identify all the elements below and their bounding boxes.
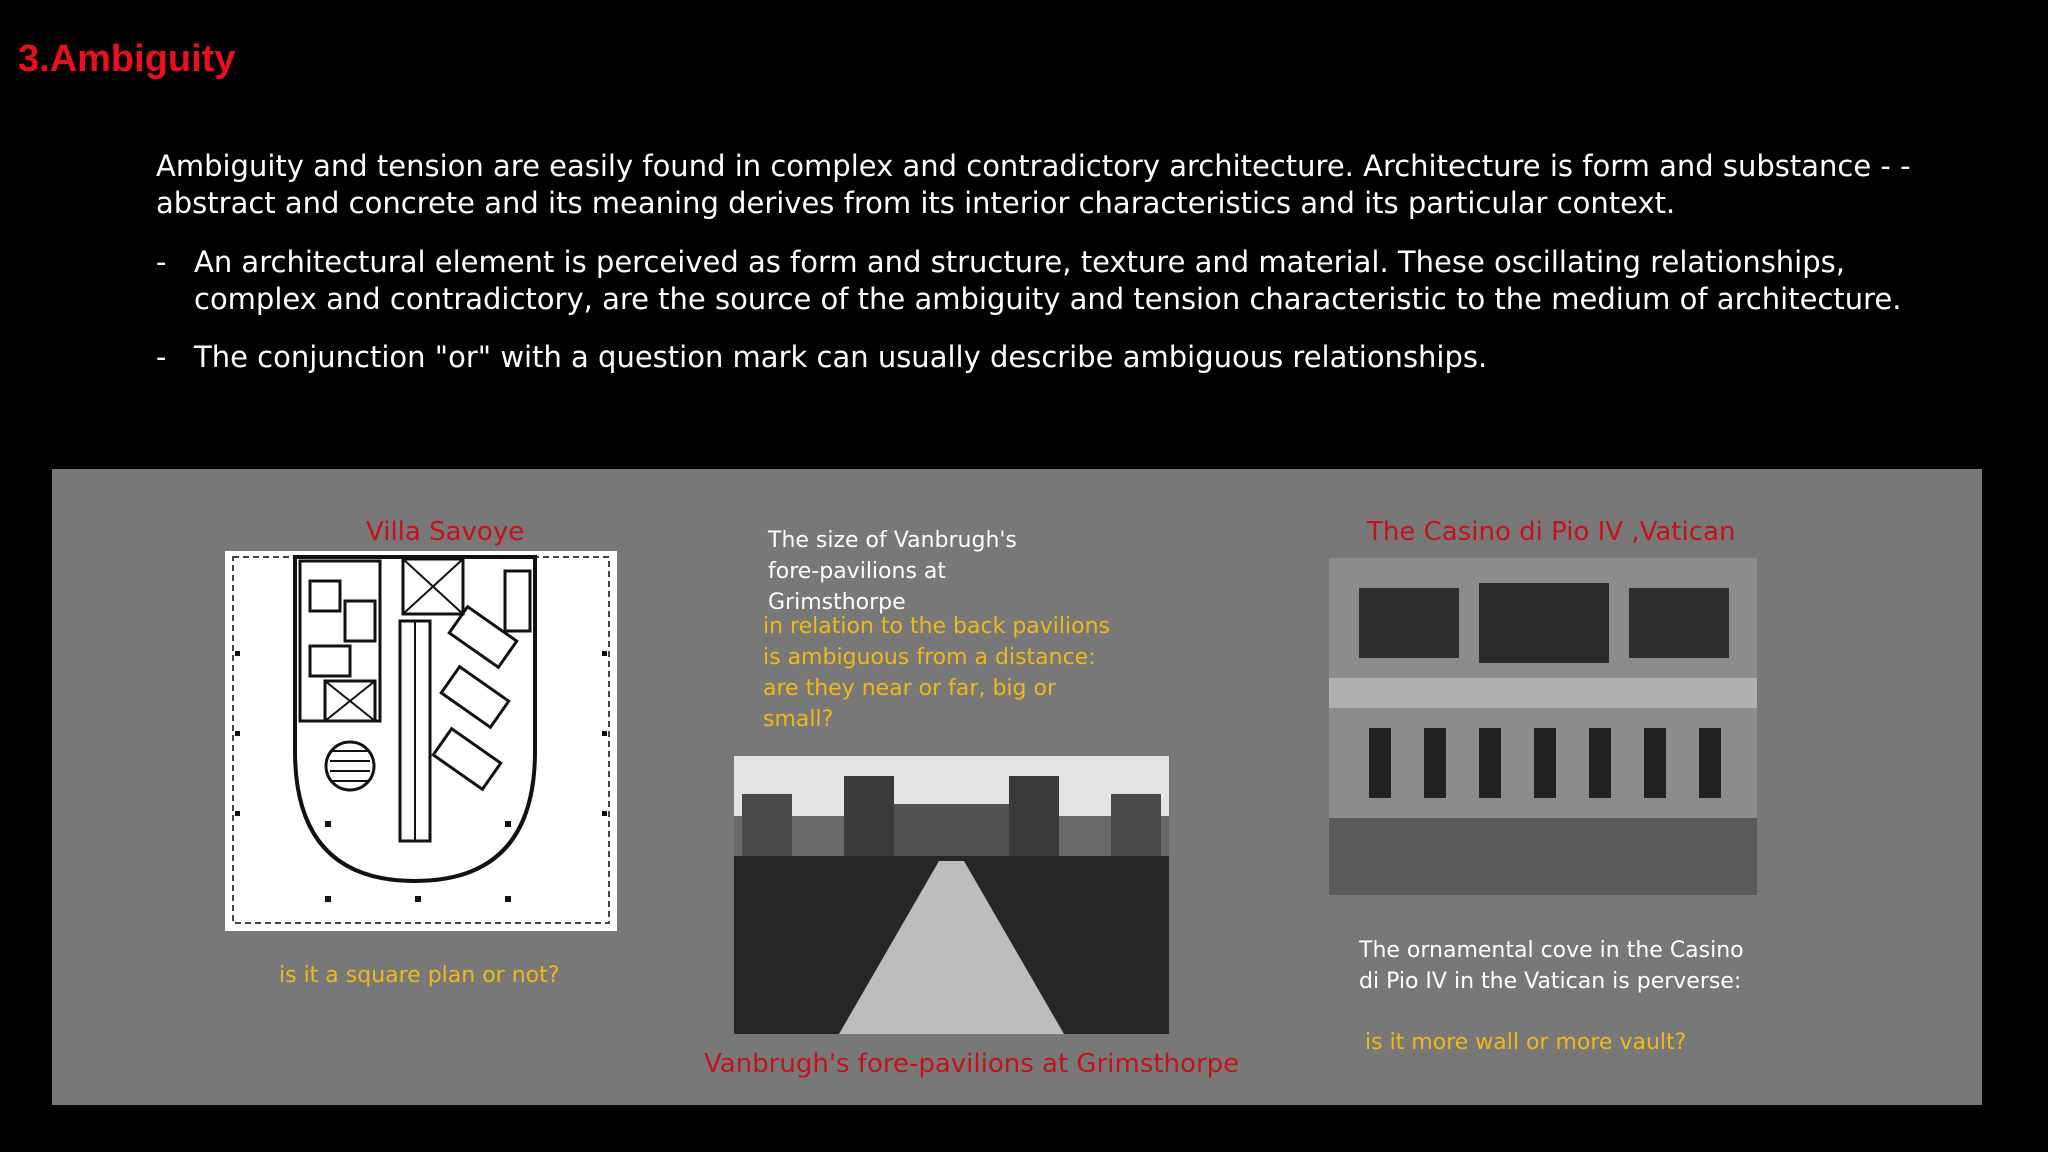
- casino-ceiling-photo: [1329, 558, 1757, 895]
- bullet-item: [156, 244, 1956, 318]
- grimsthorpe-photo: [734, 756, 1169, 1034]
- casino-caption: The Casino di Pio IV ,Vatican: [1367, 517, 1736, 547]
- villa-savoye-question: is it a square plan or not?: [279, 963, 560, 988]
- bullet-marker: -: [156, 340, 167, 374]
- bullet-list: [156, 244, 1956, 397]
- bullet-text: An architectural element is perceived as form and structure, texture and material. These oscillating relationships, complex and contradictory, are the source of the ambiguity and tension characteristic to the medium of architecture.: [194, 245, 1902, 316]
- casino-note: The ornamental cove in the Casino di Pio IV in the Vatican is perverse:: [1359, 938, 1744, 994]
- bullet-text: The conjunction "or" with a question mark can usually describe ambiguous relationships.: [194, 340, 1488, 374]
- grimsthorpe-caption: Vanbrugh's fore-pavilions at Grimsthorpe: [704, 1049, 1240, 1079]
- villa-savoye-caption: Villa Savoye: [366, 517, 525, 547]
- vanbrugh-note-intro: The size of Vanbrugh's fore-pavilions at Grimsthorpe: [768, 528, 1017, 615]
- vanbrugh-note-question: in relation to the back pavilions is ambiguous from a distance: are they near or far, big or small?: [763, 614, 1110, 732]
- bullet-item: [156, 339, 1956, 376]
- bullet-marker: -: [156, 245, 167, 279]
- examples-panel: [52, 469, 1982, 1105]
- villa-savoye-plan-image: [225, 551, 617, 931]
- casino-ceiling-drawing: [1329, 558, 1757, 895]
- casino-question: is it more wall or more vault?: [1365, 1030, 1687, 1055]
- intro-paragraph: Ambiguity and tension are easily found in complex and contradictory architecture. Architecture is form and substance - - abstract and concrete and its meaning derives from its interior characteristics and its particular context.: [156, 149, 1911, 220]
- grimsthorpe-drawing: [734, 756, 1169, 1034]
- floor-plan-drawing: [225, 551, 617, 931]
- slide-title: 3.Ambiguity: [18, 38, 236, 80]
